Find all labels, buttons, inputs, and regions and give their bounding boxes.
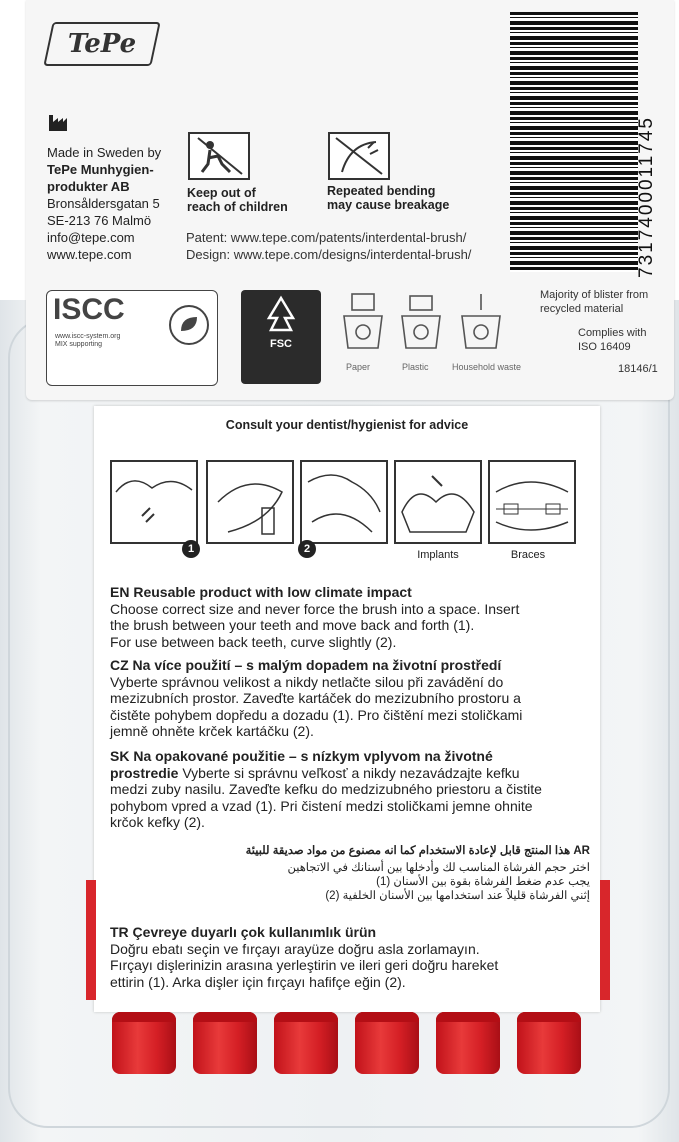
fsc-badge xyxy=(241,290,321,384)
instructions-tr xyxy=(110,924,498,990)
brand-logo xyxy=(43,22,160,66)
warning-children-line2: reach of children xyxy=(187,200,288,214)
tr-line-3: ettirin (1). Arka dişler için fırçayı hafifçe eğin (2). xyxy=(110,973,406,990)
tr-line-2: Fırçayı dişlerinizin arasına yerleştirin ve ileri geri doğru hareket xyxy=(110,957,499,973)
warning-children-line1: Keep out of xyxy=(187,186,256,200)
manufacturer-info xyxy=(47,144,161,263)
instructions-cz xyxy=(110,657,522,740)
email: info@tepe.com xyxy=(47,230,135,245)
consult-heading: Consult your dentist/hygienist for advice xyxy=(225,418,469,432)
en-heading: EN Reusable product with low climate impact xyxy=(110,584,412,600)
ar-line-3: إثني الفرشاة قليلاً عند استخدامها بين الأسنان الخلفية (2) xyxy=(325,890,590,902)
sk-heading-2: prostredie xyxy=(110,764,179,781)
child-warning-icon xyxy=(188,132,250,180)
brush-handle xyxy=(193,1012,257,1074)
blister-note-line1: Majority of blister from xyxy=(540,289,649,301)
barcode xyxy=(510,12,638,272)
brand-name: TePe xyxy=(67,29,137,59)
iso-note xyxy=(578,326,646,354)
made-in-line: Made in Sweden by xyxy=(47,145,162,160)
cz-heading: CZ Na více použití – s malým dopadem na životní prostředí xyxy=(110,657,502,673)
sk-line-0: Vyberte si správnu veľkosť a nikdy nezavádzajte kefku xyxy=(178,764,520,781)
ar-heading: AR هذا المنتج قابل لإعادة الاستخدام كما انه مصنوع من مواد صديقة للبيئة xyxy=(245,845,590,857)
warning-bending-line2: may cause breakage xyxy=(327,198,450,212)
company-line-2: produkter AB xyxy=(47,179,130,194)
braces-label: Braces xyxy=(510,549,546,561)
en-line-2: the brush between your teeth and move back and forth (1). xyxy=(110,617,475,633)
blister-note-line2: recycled material xyxy=(540,303,624,315)
factory-icon xyxy=(48,112,68,132)
en-line-1: Choose correct size and never force the brush into a space. Insert xyxy=(110,600,520,617)
cz-line-4: jemně ohněte krček kartáčku (2). xyxy=(110,723,314,739)
braces-illustration xyxy=(488,460,576,544)
handle-illustration xyxy=(206,460,294,544)
en-line-3: For use between back teeth, curve slightly (2). xyxy=(110,633,397,650)
warning-bending-line1: Repeated bending xyxy=(327,184,436,198)
plastic-label: Plastic xyxy=(402,362,429,372)
brush-handle xyxy=(436,1012,500,1074)
ar-line-2: يجب عدم ضغط الفرشاة بقوة بين الأسنان (1) xyxy=(376,876,590,888)
warning-children-text xyxy=(187,186,288,214)
implants-illustration xyxy=(394,460,482,544)
sk-line-1: medzi zuby nasilu. Zaveďte kefku do medzizubného priestoru a čistite xyxy=(110,781,542,797)
sk-line-2: pohybom vpred a vzad (1). Pri čistení medzi stoličkami jemne ohnite xyxy=(110,797,533,814)
leaf-magnifier-icon xyxy=(169,305,209,345)
patent-links xyxy=(186,229,471,263)
fsc-label: FSC xyxy=(270,338,292,350)
step-2-number: 2 xyxy=(298,540,316,558)
paper-recycle-icon xyxy=(340,292,386,352)
tr-heading: TR Çevreye duyarlı çok kullanımlık ürün xyxy=(110,924,377,940)
brush-handle xyxy=(112,1012,176,1074)
iscc-mix: MIX supporting xyxy=(55,341,103,348)
step-1-number: 1 xyxy=(182,540,200,558)
iscc-title: ISCC xyxy=(53,293,125,326)
household-waste-icon xyxy=(458,292,504,352)
household-label: Household waste xyxy=(452,362,522,372)
iscc-badge xyxy=(46,290,218,386)
barcode-number: 7317400011745 xyxy=(636,116,657,278)
paper-label: Paper xyxy=(346,362,371,372)
website: www.tepe.com xyxy=(47,247,132,262)
cz-line-3: čistěte pohybem dopředu a dozadu (1). Pro čištění mezi stoličkami xyxy=(110,706,523,723)
step-2-illustration xyxy=(300,460,388,544)
brush-handle xyxy=(517,1012,581,1074)
patent-link: Patent: www.tepe.com/patents/interdental-brush/ xyxy=(186,230,467,245)
brush-strip-left xyxy=(86,880,96,1000)
sk-heading: SK Na opakované použitie – s nízkym vplyvom na životné xyxy=(110,748,493,764)
iscc-url: www.iscc-system.org xyxy=(55,333,121,340)
cz-line-2: mezizubních prostor. Zaveďte kartáček do mezizubního prostoru a xyxy=(110,690,521,706)
instructions-en xyxy=(110,584,519,650)
blister-note xyxy=(540,288,648,316)
brush-strip-right xyxy=(600,880,610,1000)
brush-handle xyxy=(274,1012,338,1074)
address-line-2: SE-213 76 Malmö xyxy=(47,213,152,228)
company-line-1: TePe Munhygien- xyxy=(47,162,154,177)
plastic-recycle-icon xyxy=(398,292,444,352)
bending-warning-icon xyxy=(328,132,390,180)
implants-label: Implants xyxy=(417,549,459,561)
ar-line-1: اختر حجم الفرشاة المناسب لك وأدخلها بين أسنانك في الاتجاهين xyxy=(287,862,590,874)
iso-note-line1: Complies with xyxy=(578,327,647,339)
brush-handle xyxy=(355,1012,419,1074)
address-line-1: Bronsåldersgatan 5 xyxy=(47,196,160,211)
instructions-ar xyxy=(200,844,590,903)
step-1-illustration xyxy=(110,460,198,544)
cz-line-1: Vyberte správnou velikost a nikdy netlačte silou při zavádění do xyxy=(110,673,504,690)
warning-bending-text xyxy=(327,184,449,212)
product-code: 18146/1 xyxy=(618,363,658,375)
sk-line-3: krčok kefky (2). xyxy=(110,814,205,830)
instructions-sk xyxy=(110,748,542,831)
design-link: Design: www.tepe.com/designs/interdental-brush/ xyxy=(186,247,472,262)
iso-note-line2: ISO 16409 xyxy=(578,341,631,353)
tr-line-1: Doğru ebatı seçin ve fırçayı arayüze doğru asla zorlamayın. xyxy=(110,940,480,957)
fsc-tree-icon xyxy=(241,290,321,338)
